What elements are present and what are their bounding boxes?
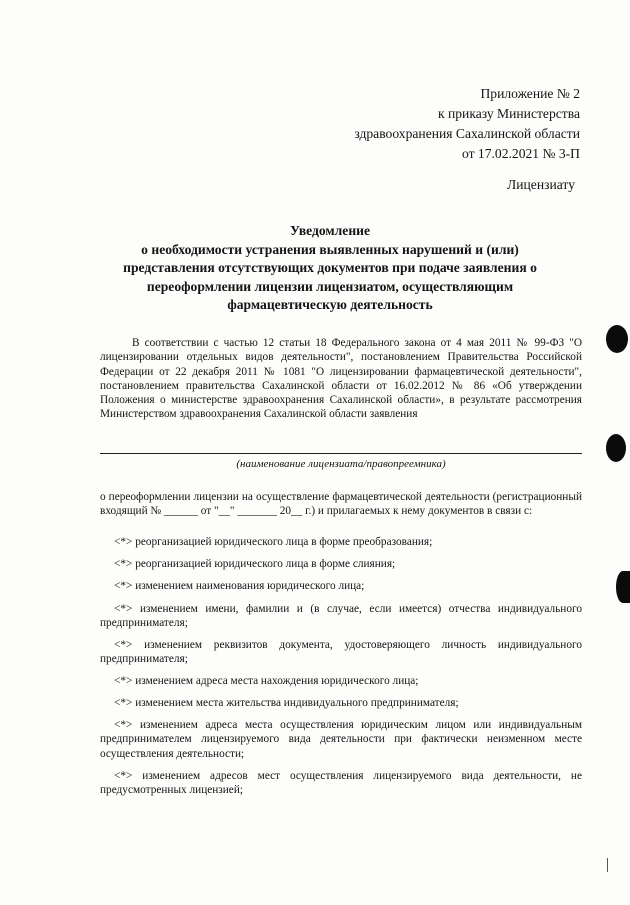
licensee-name-caption: (наименование лицензиата/правопреемника) [236,458,446,470]
application-paragraph: о переоформлении лицензии на осуществление фармацевтической деятельности (регистрационный входящий № ______ от "__" _______ 20__ г.) и прилагаемых к нему документов в связи с: [100,491,582,518]
appendix-header [354,84,580,164]
appendix-ministry: здравоохранения Сахалинской области [354,126,580,141]
title-line-3: представления отсутствующих документов при подаче заявления о [123,260,537,276]
appendix-order-date: от 17.02.2021 № 3-П [461,146,580,161]
list-item: <*> реорганизацией юридического лица в форме слияния; [114,558,396,570]
list-item: <*> изменением адреса места нахождения юридического лица; [114,675,419,687]
list-item: <*> изменением адреса места осуществления юридическим лицом или индивидуальным предпринимателем лицензируемого вида деятельности при фактически неизменном месте осуществления деятельности; [100,719,582,760]
list-item: <*> изменением наименования юридического лица; [114,580,365,592]
appendix-order-ref: к приказу Министерства [437,106,580,121]
list-item: <*> изменением реквизитов документа, удостоверяющего личность индивидуального предпринимателя; [100,639,582,666]
document-title [100,222,560,315]
list-item: <*> изменением места жительства индивидуального предпринимателя; [114,697,459,709]
scan-mark [607,858,608,872]
punch-hole [606,325,628,353]
title-line-4: переоформлении лицензии лицензиатом, осуществляющим [146,278,514,294]
addressee: Лицензиату [507,177,575,192]
title-line-2: о необходимости устранения выявленных нарушений и (или) [141,241,519,257]
list-item: <*> реорганизацией юридического лица в форме преобразования; [114,536,433,548]
licensee-name-line [100,453,582,454]
appendix-number: Приложение № 2 [480,86,580,101]
title-line-1: Уведомление [289,223,371,238]
title-line-5: фармацевтическую деятельность [227,297,433,313]
list-item: <*> изменением имени, фамилии и (в случае, если имеется) отчества индивидуального предпринимателя; [100,603,582,630]
list-item: <*> изменением адресов мест осуществления лицензируемого вида деятельности, не предусмотренных лицензией; [100,770,582,797]
punch-hole [616,571,630,603]
intro-paragraph: В соответствии с частью 12 статьи 18 Федерального закона от 4 мая 2011 № 99-ФЗ "О лицензировании отдельных видов деятельности", постановлением Правительства Российской Федерации от 22 декабря 2011 № 1081 "О лицензировании фармацевтической деятельности", постановлением правительства Сахалинской области от 16.02.2012 № 86 «Об утверждении Положения о министерстве здравоохранения Сахалинской области», в результате рассмотрения Министерством здравоохранения Сахалинской области заявления [100,337,582,421]
punch-hole [606,434,626,462]
